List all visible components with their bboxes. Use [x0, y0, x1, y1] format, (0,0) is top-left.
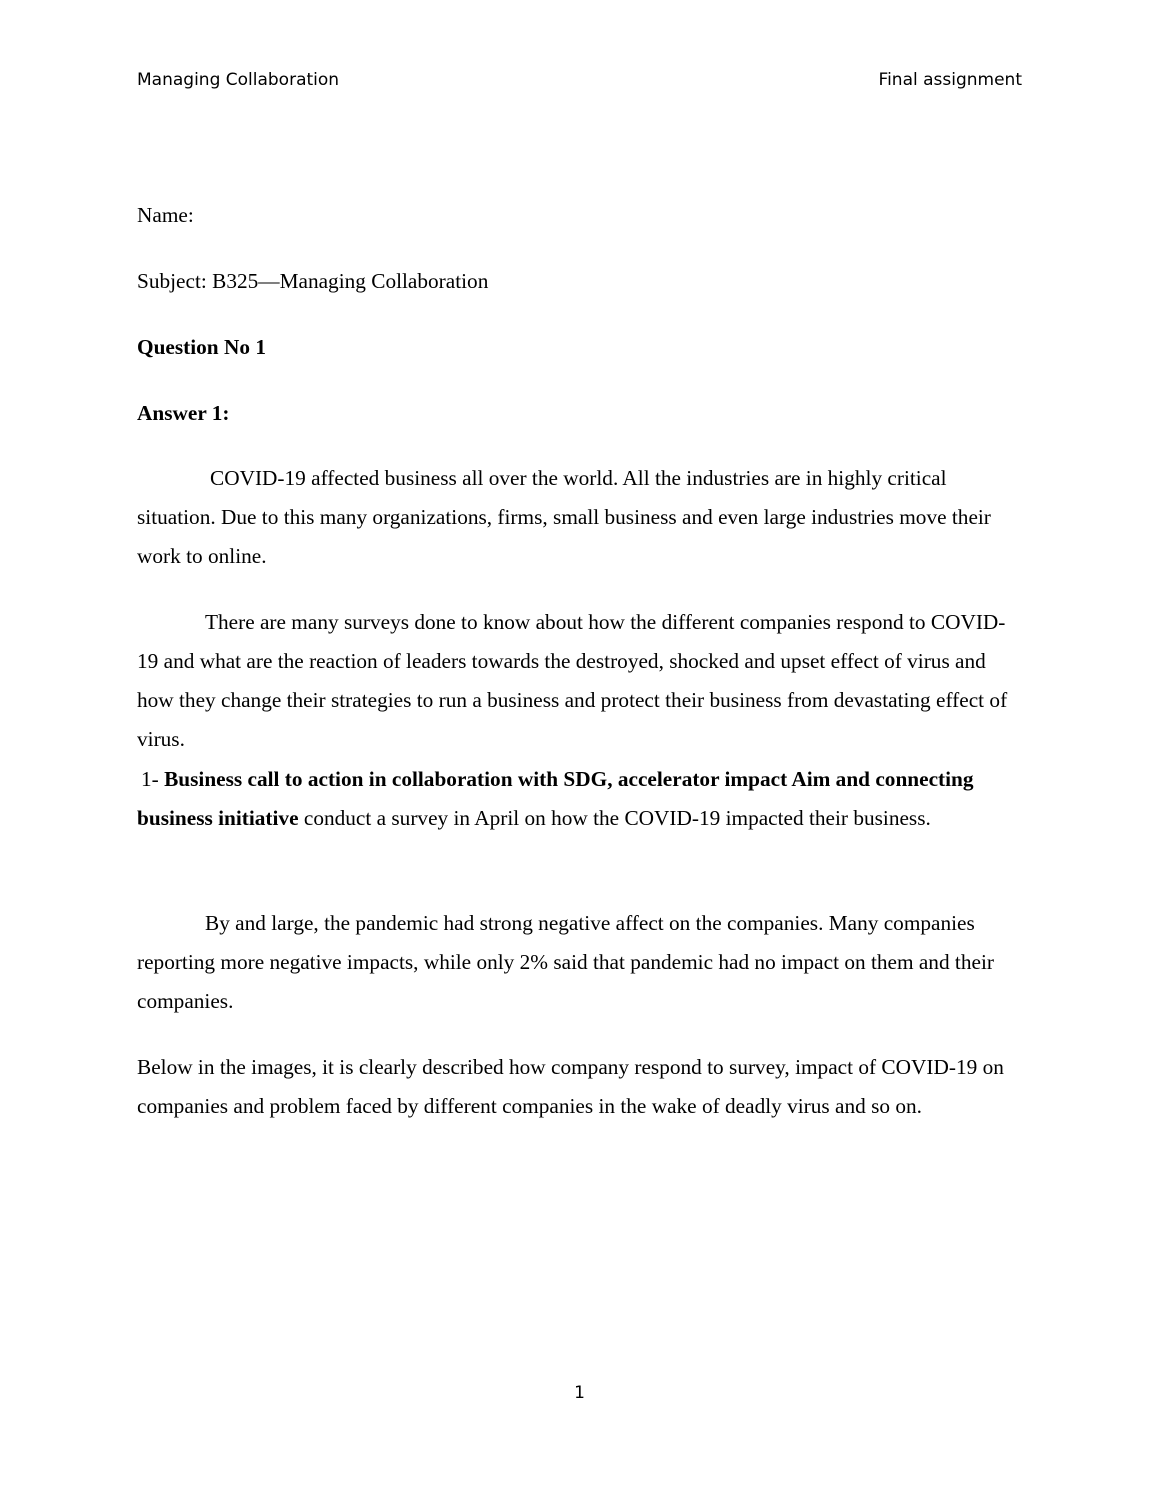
subject-line: Subject: B325—Managing Collaboration: [137, 269, 489, 293]
paragraph-5: Below in the images, it is clearly described how company respond to survey, impact of COVID-19 on companies and problem faced by different companies in the wake of deadly virus and so on.: [137, 1055, 1004, 1118]
page-number: 1: [574, 1383, 585, 1403]
list-prefix: 1-: [141, 767, 165, 791]
name-label: Name:: [137, 203, 194, 227]
paragraph-3-rest: conduct a survey in April on how the COVID-19 impacted their business.: [298, 806, 931, 830]
paragraph-3: [137, 760, 1022, 838]
paragraph-1: COVID-19 affected business all over the world. All the industries are in highly critical situation. Due to this many organizations, firms, small business and even large industries move their work to online.: [137, 466, 991, 568]
header-left: Managing Collaboration: [137, 70, 340, 90]
survey-org-names: Business call to action in collaboration with SDG, accelerator impact Aim and connecting business initiative: [137, 767, 974, 830]
answer-heading: Answer 1:: [137, 401, 230, 425]
header-right: Final assignment: [878, 70, 1022, 90]
paragraph-4: By and large, the pandemic had strong negative affect on the companies. Many companies reporting more negative impacts, while only 2% said that pandemic had no impact on them and their companies.: [137, 911, 994, 1013]
paragraph-2: There are many surveys done to know about how the different companies respond to COVID-19 and what are the reaction of leaders towards the destroyed, shocked and upset effect of virus and how they change their strategies to run a business and protect their business from devastating effect of virus.: [137, 610, 1008, 751]
question-heading: Question No 1: [137, 335, 266, 359]
